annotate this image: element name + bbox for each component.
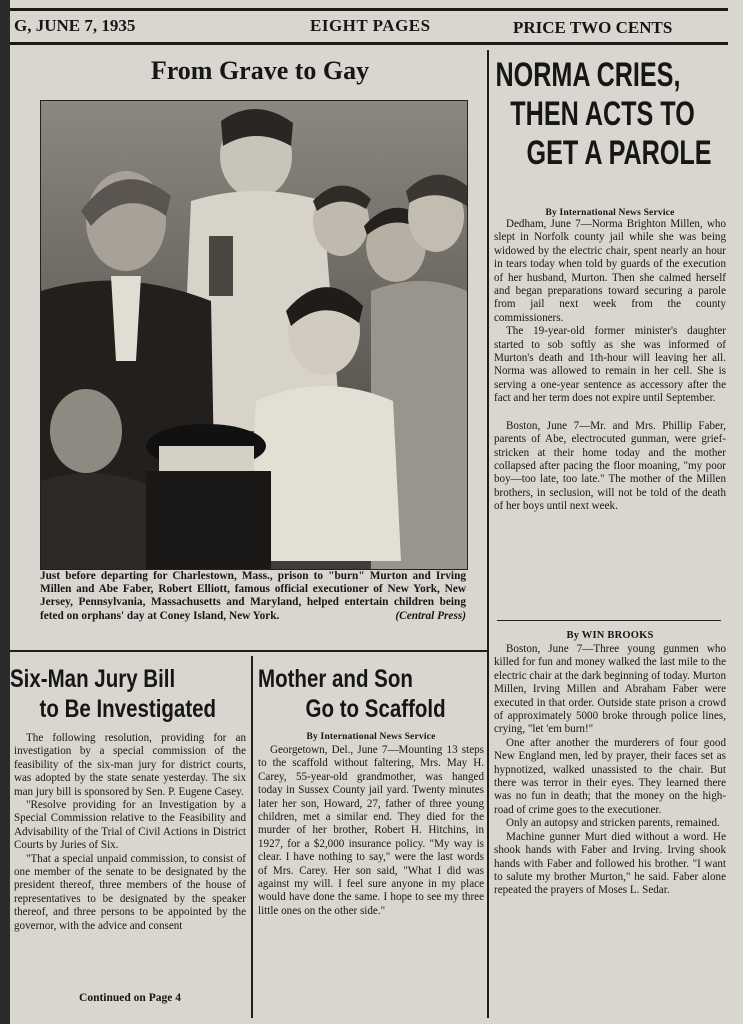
issue-price: PRICE TWO CENTS [513,18,673,37]
mother-headline-line: Go to Scaffold [305,695,446,723]
brooks-paragraph: One after another the murderers of four good New England men, led by prayer, their faces set as hypnotized, walked unassisted to the chair. But there was terror in their eyes. They learned there was no fun in death; that the money on the high-road of crime goes to the executioner. [494,736,726,816]
photo-illustration [41,101,467,569]
norma-headline-line: THEN ACTS TO [510,95,695,133]
mother-paragraph: Georgetown, Del., June 7—Mounting 13 steps to the scaffold without faltering, Mrs. May H. Carey, 55-year-old grandmother, was hanged today in Sussex County jail yard. Twenty minutes later her son, Howard, 27, father of three young children, met a similar end. They died for the murder of her brother, Robert H. Hitchins, in 1927, for a $2,000 insurance policy. "My way is clear. I have nothing to say," were the last words of Mrs. Carey. Her son said, "What I did was against my will. I feel sure anyone in my place would have done the same. I hope to see my three little ones on the other side." [258,744,484,917]
column-rule-middle [251,656,253,1018]
brooks-paragraph: Only an autopsy and stricken parents, remained. [506,817,720,830]
norma-paragraph: Boston, June 7—Mr. and Mrs. Phillip Faber, parents of Abe, electrocuted gunman, were grief-stricken at their home today and the mother collapsed after pacing the floor moaning, "my poor boy—too late, too late." The mother of the Millen brothers, in seclusion, will not be told of the death of her boys until next week. [494,419,726,513]
jury-story [14,732,246,933]
norma-story [494,208,726,514]
section-rule-brooks [497,620,721,621]
news-photo [40,100,468,570]
norma-headline-line: GET A PAROLE [526,134,712,172]
mother-headline-line: Mother and Son [258,665,413,693]
mother-headline [258,664,484,724]
issue-date: G, JUNE 7, 1935 [14,16,136,35]
norma-paragraph: Dedham, June 7—Norma Brighton Millen, who slept in Norfolk county jail while she was being widowed by the electric chair, spent nearly an hour in tears today when told by guards of the execution of her husband, Murton. Then she calmed herself and began preparations toward securing a parole from jail next week from the county commissioners. [494,218,726,324]
jury-paragraph: The following resolution, providing for an investigation by a special commission of the feasibility of the six-man jury for district courts, was adopted by the state senate yesterday. The six man jury bill is sponsored by Sen. P. Eugene Casey. [14,732,246,798]
mother-byline: By International News Service [306,732,436,742]
jury-headline-line: to Be Investigated [39,695,217,723]
photo-bottom-rule [10,650,487,652]
column-rule-right [487,50,489,1018]
brooks-paragraph: Boston, June 7—Three young gunmen who killed for fun and money walked the last mile to the electric chair at the dark beginning of today. Murton Millen, Irving Millen and Abraham Faber were executed in that order. Outside state prison a crowd of approximately 5000 broke through police lines, crying, "let 'em burn!" [494,643,726,736]
photo-credit: (Central Press) [395,609,466,622]
norma-byline: By International News Service [545,208,675,218]
page-count: EIGHT PAGES [310,16,431,35]
photo-caption [40,570,466,623]
jury-paragraph: "Resolve providing for an Investigation by a Special Commission relative to the Feasibility and Advisability of the Trial of Civil Actions in District Courts by Juries of Six. [14,799,246,852]
photo-headline: From Grave to Gay [150,56,370,85]
brooks-byline: By WIN BROOKS [566,630,654,641]
norma-headline [494,56,730,173]
caption-text: Just before departing for Charlestown, Mass., prison to "burn" Murton and Irving Millen and Abe Faber, Robert Elliott, famous official executioner of New York, New Jersey, Pennsylvania, Massachusetts and Maryland, helped entertain children being feted on orphans' day at Coney Island, New York. [40,570,466,622]
brooks-paragraph: Machine gunner Murt died without a word. He shook hands with Faber and Irving. Irving shook hands with Faber and followed his brother. "I want to salute my brother Murton," he said. Faber alone repeated the prayers of Moses L. Sedar. [494,830,726,897]
page-binding-edge [0,0,10,1024]
norma-headline-line: NORMA CRIES, [495,56,681,94]
continued-link[interactable]: Continued on Page 4 [79,992,181,1004]
masthead [10,6,732,48]
jury-headline [10,664,246,724]
brooks-story [494,630,726,898]
norma-paragraph: The 19-year-old former minister's daughter started to sob softly as she was informed of Murton's death and 1th-hour will leaving her all. Norma was allowed to remain in her cell. She is serving a one-year sentence as accessory after the fact and her term does not expire until September. [494,325,726,405]
jury-paragraph: "That a special unpaid commission, to consist of one member of the senate to be designated by the president thereof, three members of the house of representatives to be designated by the speaker thereof, and three persons to be appointed by the governor, with the advice and consent [14,852,246,932]
mother-story [258,732,484,918]
jury-headline-line: Six-Man Jury Bill [10,665,176,693]
